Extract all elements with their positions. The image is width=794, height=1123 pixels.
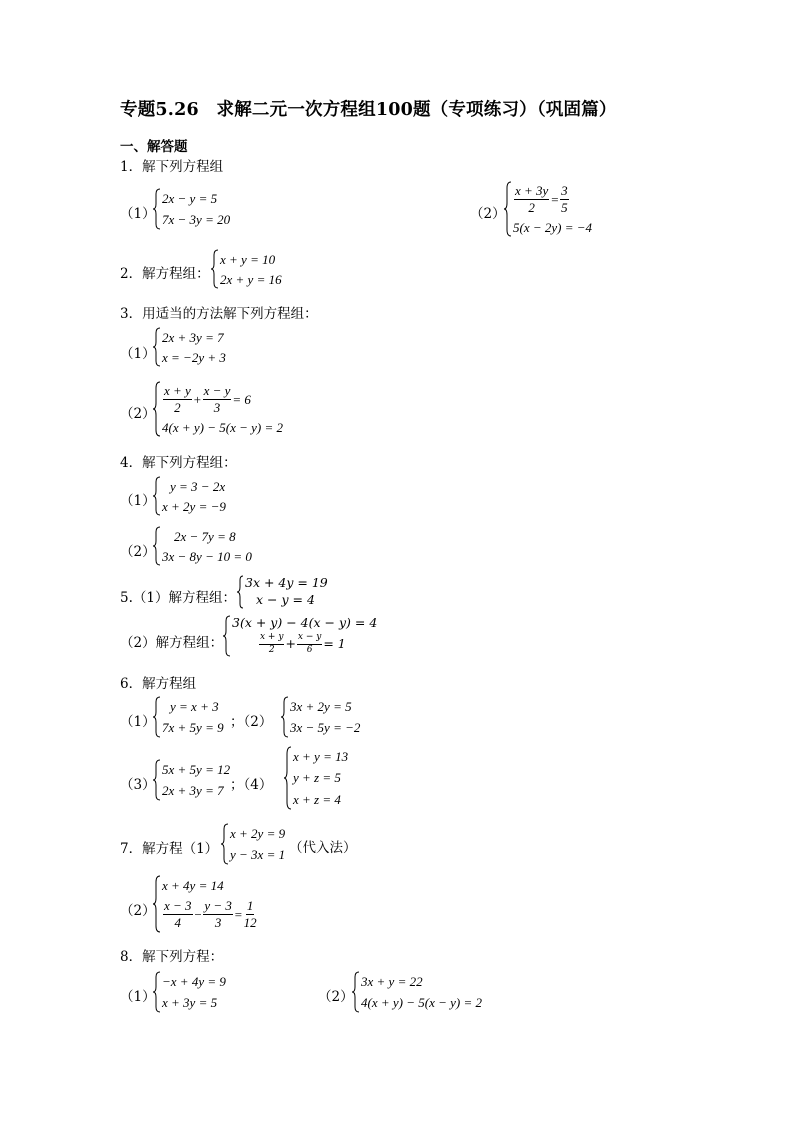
q3-part1-system: 2x + 3y = 7 x = −2y + 3: [152, 327, 226, 367]
q6-part1-label: （1）: [120, 714, 156, 730]
question-6-stem: 6．解方程组: [120, 676, 197, 692]
q8-part2-system: 3x + y = 22 4(x + y) − 5(x − y) = 2: [351, 971, 482, 1013]
q6-part2-system: 3x + 2y = 5 3x − 5y = −2: [280, 696, 360, 738]
q8-part2-label: （2）: [318, 989, 354, 1005]
question-3-stem: 3．用适当的方法解下列方程组：: [120, 306, 318, 322]
section-heading: 一、解答题: [120, 139, 188, 155]
q1-part2-label: （2）: [470, 206, 506, 222]
q6-part2-label: ；（2）: [230, 714, 273, 730]
q7-part2-label: （2）: [120, 903, 156, 919]
equation-line: 5(x − 2y) = −4: [513, 219, 593, 235]
q4-part1-label: （1）: [120, 493, 156, 509]
equation-line: 2x − y = 5: [162, 191, 218, 206]
equation-line: 7x − 3y = 20: [162, 212, 231, 227]
q7-part2-system: x + 4y = 14 $\frac{x - 3}{4}$ − $\frac{y - 3}{3}$ = $\frac{1}{12}$: [152, 875, 258, 933]
method-note: （代入法）: [289, 840, 357, 856]
page-title: 专题5.26 求解二元一次方程组100题（专项练习）（巩固篇）: [120, 100, 617, 120]
q4-part2-label: （2）: [120, 544, 156, 560]
q5-part1-system: 3x + 4y = 19 x − y = 4: [236, 575, 328, 609]
q1-part1-label: （1）: [120, 206, 156, 222]
q6-part1-system: y = x + 3 7x + 5y = 9: [152, 696, 224, 738]
question-2-stem: 2．解方程组：: [120, 266, 210, 282]
q6-part4-label: ；（4）: [230, 777, 273, 793]
q5-part2-label: （2）解方程组：: [120, 635, 224, 651]
question-1-stem: 1．解下列方程组: [120, 159, 224, 175]
q2-system: x + y = 10 2x + y = 16: [210, 249, 282, 289]
q3-part1-label: （1）: [120, 346, 156, 362]
question-4-stem: 4．解下列方程组：: [120, 455, 237, 471]
question-7-stem: 7．解方程（1）: [120, 841, 219, 857]
left-brace-icon: [152, 188, 162, 230]
q8-part1-system: −x + 4y = 9 x + 3y = 5: [152, 971, 226, 1013]
question-8-stem: 8．解下列方程：: [120, 949, 224, 965]
q3-part2-system: $\frac{x + y}{2}$ + $\frac{x - y}{3}$ = 6 4(x + y) − 5(x − y) = 2: [152, 381, 283, 437]
q8-part1-label: （1）: [120, 989, 156, 1005]
q5-part1-label: 5.（1）解方程组：: [120, 590, 236, 606]
q7-part1-system: x + 2y = 9 y − 3x = 1: [220, 823, 285, 865]
q6-part4-system: x + y = 13 y + z = 5 x + z = 4: [283, 746, 348, 810]
q1-part1-system: [152, 188, 230, 230]
q1-part2-system: $\frac{x + 3y}{2}$ = $\frac{3}{5}$ 5(x − 2y) = −4: [503, 181, 592, 237]
q5-part2-system: 3(x + y) − 4(x − y) = 4 $\frac{x + y}{2}$ + $\frac{x - y}{6}$ = 1: [222, 615, 377, 657]
q3-part2-label: （2）: [120, 406, 156, 422]
q4-part2-system: 2x − 7y = 8 3x − 8y − 10 = 0: [152, 526, 252, 566]
q6-part3-label: （3）: [120, 777, 156, 793]
q4-part1-system: y = 3 − 2x x + 2y = −9: [152, 476, 226, 516]
q6-part3-system: 5x + 5y = 12 2x + 3y = 7: [152, 759, 230, 801]
